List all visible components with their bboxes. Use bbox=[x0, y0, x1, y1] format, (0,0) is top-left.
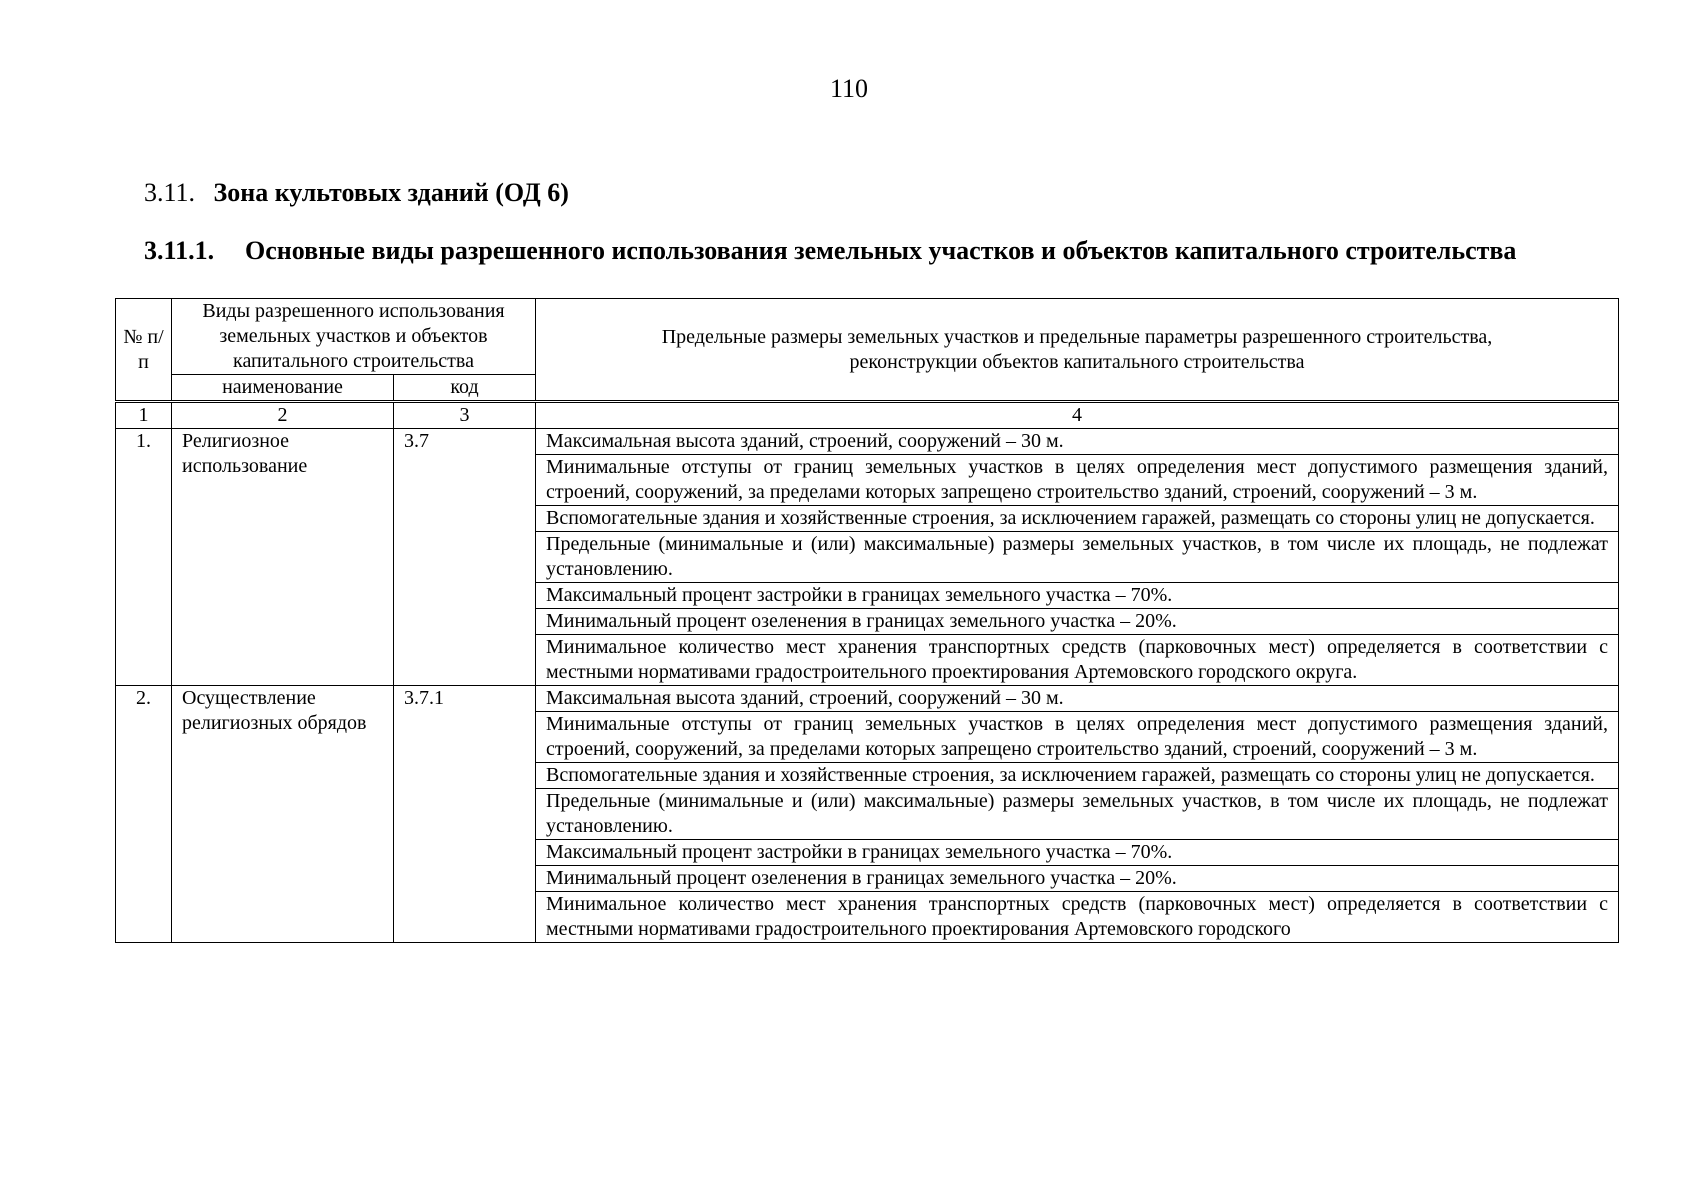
zone-number: 3.11. bbox=[144, 178, 196, 207]
zone-heading bbox=[144, 178, 569, 208]
parameter-cell: Минимальные отступы от границ земельных участков в целях определения мест допустимого размещения зданий, строений, сооружений, за пределами которых запрещено строительство зданий, строений, сооружений – 3 м. bbox=[536, 712, 1619, 763]
parameter-cell: Минимальное количество мест хранения транспортных средств (парковочных мест) определяется в соответствии с местными нормативами градостроительного проектирования Артемовского городского bbox=[536, 892, 1619, 943]
parameter-cell: Минимальный процент озеленения в границах земельного участка – 20%. bbox=[536, 866, 1619, 892]
parameter-cell: Максимальная высота зданий, строений, сооружений – 30 м. bbox=[536, 429, 1619, 455]
use-code: 3.7 bbox=[394, 429, 536, 686]
table-row bbox=[116, 429, 1619, 455]
row-number: 2. bbox=[116, 686, 172, 943]
column-number: 1 bbox=[116, 402, 172, 429]
parameter-cell: Максимальная высота зданий, строений, сооружений – 30 м. bbox=[536, 686, 1619, 712]
parameter-cell: Предельные (минимальные и (или) максимальные) размеры земельных участков, в том числе их площадь, не подлежат установлению. bbox=[536, 532, 1619, 583]
column-number: 3 bbox=[394, 402, 536, 429]
table-row bbox=[116, 686, 1619, 712]
zone-title: Зона культовых зданий (ОД 6) bbox=[213, 178, 569, 207]
parameter-cell: Максимальный процент застройки в границах земельного участка – 70%. bbox=[536, 840, 1619, 866]
table-header-row bbox=[116, 299, 1619, 375]
column-number: 4 bbox=[536, 402, 1619, 429]
use-name: Осуществление религиозных обрядов bbox=[172, 686, 394, 943]
use-code: 3.7.1 bbox=[394, 686, 536, 943]
use-name: Религиозное использование bbox=[172, 429, 394, 686]
section-heading bbox=[144, 236, 1618, 266]
parameter-cell: Максимальный процент застройки в границах земельного участка – 70%. bbox=[536, 583, 1619, 609]
header-no: № п/п bbox=[116, 299, 172, 402]
column-number: 2 bbox=[172, 402, 394, 429]
parameter-cell: Минимальный процент озеленения в границах земельного участка – 20%. bbox=[536, 609, 1619, 635]
section-title: Основные виды разрешенного использования земельных участков и объектов капитального строительства bbox=[245, 236, 1517, 265]
parameter-cell: Предельные (минимальные и (или) максимальные) размеры земельных участков, в том числе их площадь, не подлежат установлению. bbox=[536, 789, 1619, 840]
parameter-cell: Вспомогательные здания и хозяйственные строения, за исключением гаражей, размещать со стороны улиц не допускается. bbox=[536, 506, 1619, 532]
header-types: Виды разрешенного использования земельных участков и объектов капитального строительства bbox=[172, 299, 536, 375]
header-code: код bbox=[394, 375, 536, 402]
section-number: 3.11.1. bbox=[144, 236, 215, 265]
parameter-cell: Вспомогательные здания и хозяйственные строения, за исключением гаражей, размещать со стороны улиц не допускается. bbox=[536, 763, 1619, 789]
column-numbers-row bbox=[116, 402, 1619, 429]
header-params: Предельные размеры земельных участков и предельные параметры разрешенного строительства, реконструкции объектов капитального строительства bbox=[536, 299, 1619, 402]
land-use-table bbox=[115, 298, 1619, 943]
parameter-cell: Минимальные отступы от границ земельных участков в целях определения мест допустимого размещения зданий, строений, сооружений, за пределами которых запрещено строительство зданий, строений, сооружений – 3 м. bbox=[536, 455, 1619, 506]
page-number: 110 bbox=[829, 74, 869, 103]
header-name: наименование bbox=[172, 375, 394, 402]
row-number: 1. bbox=[116, 429, 172, 686]
parameter-cell: Минимальное количество мест хранения транспортных средств (парковочных мест) определяется в соответствии с местными нормативами градостроительного проектирования Артемовского городского округа. bbox=[536, 635, 1619, 686]
